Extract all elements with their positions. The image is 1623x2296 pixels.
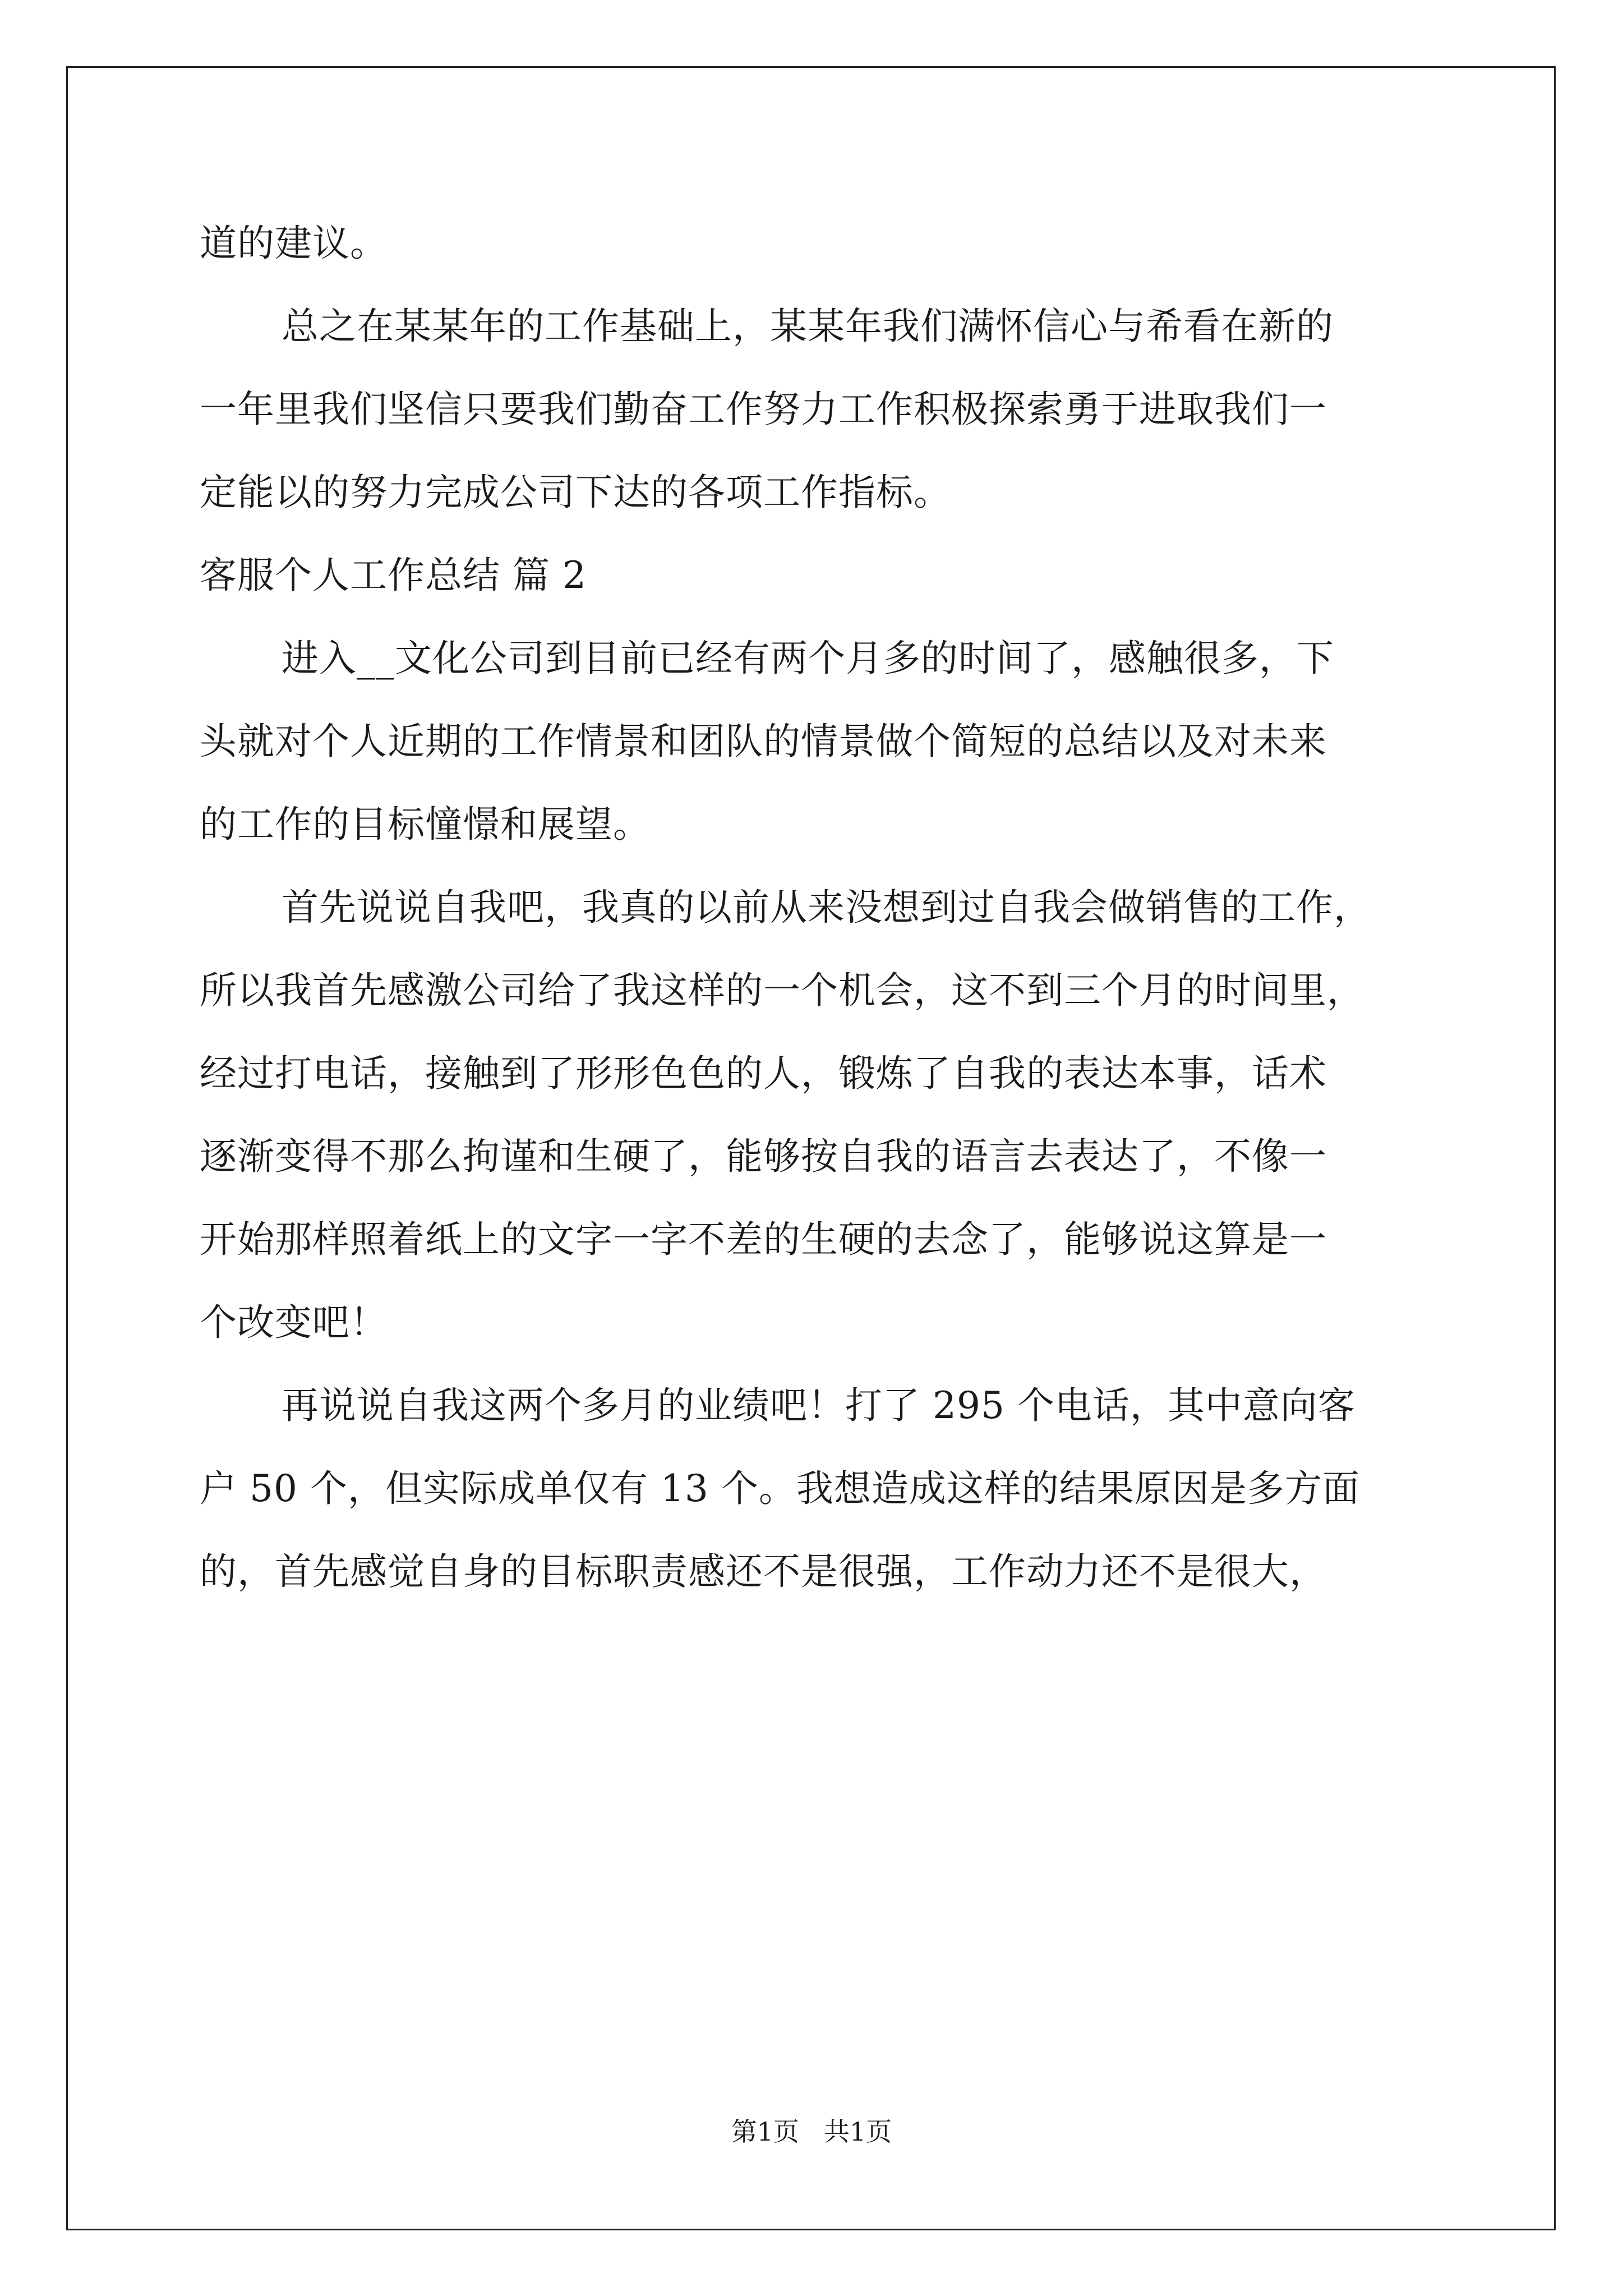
- text-line: 逐渐变得不那么拘谨和生硬了，能够按自我的语言去表达了，不像一: [200, 1135, 1327, 1178]
- text-line: 头就对个人近期的工作情景和团队的情景做个简短的总结以及对未来: [200, 720, 1327, 763]
- text-line: 所以我首先感激公司给了我这样的一个机会，这不到三个月的时间里，: [200, 969, 1364, 1012]
- text-line: 首先说说自我吧，我真的以前从来没想到过自我会做销售的工作，: [282, 886, 1371, 929]
- page-number: 第1页: [731, 2116, 800, 2147]
- text-line: 总之在某某年的工作基础上，某某年我们满怀信心与希看在新的: [282, 305, 1334, 348]
- text-line: 个改变吧！: [200, 1301, 388, 1344]
- footer-spacer: [799, 2116, 824, 2147]
- text-line: 的，首先感觉自身的目标职责感还不是很强，工作动力还不是很大，: [200, 1550, 1327, 1593]
- text-line: 经过打电话，接触到了形形色色的人，锻炼了自我的表达本事，话术: [200, 1052, 1327, 1095]
- page-total: 共1页: [823, 2116, 892, 2147]
- text-line: 定能以的努力完成公司下达的各项工作指标。: [200, 471, 951, 514]
- page-footer: [0, 2115, 1623, 2148]
- text-line: 道的建议。: [200, 222, 388, 265]
- text-line: 一年里我们坚信只要我们勤奋工作努力工作积极探索勇于进取我们一: [200, 388, 1327, 431]
- text-line: 的工作的目标憧憬和展望。: [200, 803, 651, 846]
- text-line: 开始那样照着纸上的文字一字不差的生硬的去念了，能够说这算是一: [200, 1218, 1327, 1261]
- section-heading: 客服个人工作总结 篇 2: [200, 554, 587, 597]
- document-body: [200, 202, 1422, 1613]
- text-line: 户 50 个，但实际成单仅有 13 个。我想造成这样的结果原因是多方面: [200, 1467, 1360, 1510]
- text-line: 进入__文化公司到目前已经有两个月多的时间了，感触很多，下: [282, 637, 1334, 680]
- text-line: 再说说自我这两个多月的业绩吧！打了 295 个电话，其中意向客: [282, 1384, 1355, 1427]
